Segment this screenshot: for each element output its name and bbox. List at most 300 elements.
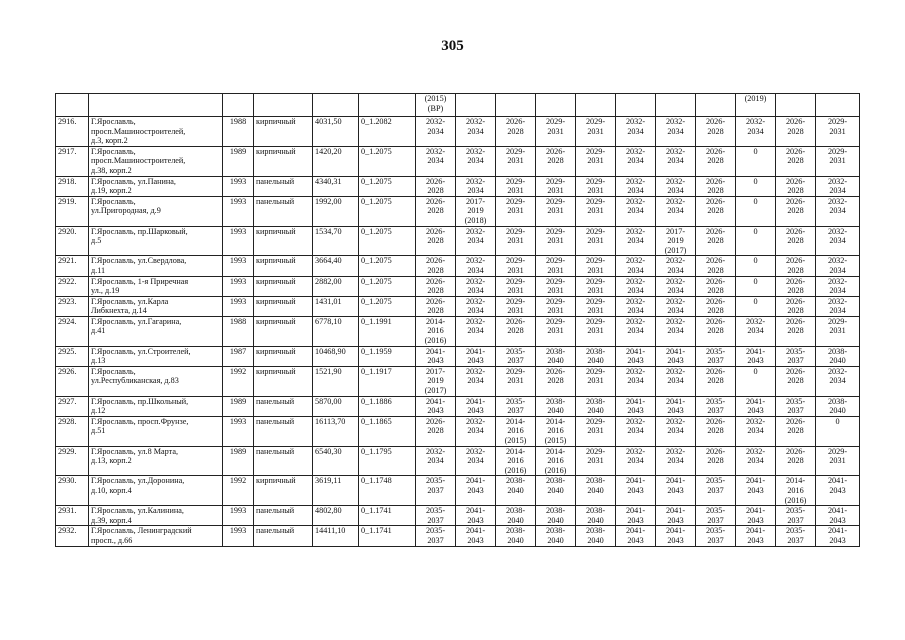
wall-material-cell-text: кирпичный: [256, 117, 296, 126]
period-cell: [616, 276, 656, 296]
period-cell-text: 2026- 2028: [425, 196, 446, 216]
period-cell: [576, 346, 616, 366]
period-cell-text: 2038- 2040: [505, 476, 526, 495]
table-row: [56, 276, 860, 296]
address-cell: [89, 416, 223, 446]
period-cell: [416, 296, 456, 316]
period-cell: [776, 396, 816, 416]
period-cell: [696, 226, 736, 256]
address-cell-text: Г.Ярославль, просп.Машиностроителей, д.38, корп.2: [91, 146, 186, 175]
period-cell-text: 2035- 2037: [425, 476, 446, 495]
period-cell-text: 2041- 2043: [625, 506, 646, 525]
row-number-text: 2916 .: [58, 117, 76, 126]
period-cell-text: 2035- 2037: [705, 396, 726, 416]
period-cell: [416, 366, 456, 396]
period-cell: [536, 226, 576, 256]
code-cell: [359, 146, 416, 176]
period-cell-text: 2029- 2031: [545, 256, 566, 275]
year-cell-text: 1993: [229, 196, 247, 206]
period-cell: [776, 196, 816, 226]
period-cell: [776, 506, 816, 526]
wall-material-cell: [254, 226, 313, 256]
period-cell-text: 2041- 2043: [827, 526, 848, 545]
period-cell-text: 2029- 2031: [827, 117, 848, 136]
period-cell-text: 2032- 2034: [465, 366, 486, 386]
address-cell-text: Г.Ярославль, 1-я Приречная ул., д.19: [91, 276, 189, 296]
code-cell-text: 0_1.1795: [361, 446, 392, 456]
period-cell: [736, 396, 776, 416]
period-cell: [536, 396, 576, 416]
period-cell-text: 2038- 2040: [545, 526, 566, 545]
period-cell: [496, 316, 536, 346]
period-cell-text: 2041- 2043: [665, 526, 686, 545]
period-cell: [536, 176, 576, 196]
period-cell: [816, 117, 860, 147]
table-row: [56, 396, 860, 416]
year-cell: [223, 117, 254, 147]
period-cell-text: 2035- 2037: [705, 526, 726, 545]
period-cell-text: 2035- 2037: [785, 346, 806, 366]
period-cell: [696, 256, 736, 276]
period-cell: [696, 526, 736, 546]
year-cell: [223, 226, 254, 256]
period-cell-text: 2041- 2043: [625, 346, 646, 366]
period-cell: [656, 196, 696, 226]
period-cell-text: 2032- 2034: [625, 446, 646, 466]
address-cell-text: Г.Ярославль, ул.Республиканская, д.83: [91, 366, 179, 386]
area-cell: [313, 506, 359, 526]
period-cell-text: 0: [835, 416, 840, 426]
period-cell: [456, 476, 496, 506]
period-cell: [496, 117, 536, 147]
period-cell: [496, 256, 536, 276]
table-row: [56, 226, 860, 256]
table-row: [56, 256, 860, 276]
period-cell-text: 2041- 2043: [745, 476, 766, 495]
area-cell-text: 1534,70: [315, 226, 342, 236]
period-cell-text: 0: [753, 146, 758, 156]
period-cell: [656, 526, 696, 546]
period-cell: [656, 176, 696, 196]
period-cell: [616, 117, 656, 147]
header-cell: [254, 94, 313, 117]
period-cell: [576, 446, 616, 476]
header-cell: [776, 94, 816, 117]
code-cell-text: 0_1.2075: [361, 196, 392, 206]
address-cell: [89, 296, 223, 316]
period-cell: [816, 366, 860, 396]
year-cell-text: 1989: [229, 446, 247, 456]
code-cell: [359, 526, 416, 546]
period-cell-text: 2032- 2034: [665, 366, 686, 386]
period-cell: [776, 476, 816, 506]
header-continuation-row: [56, 94, 860, 117]
address-cell: [89, 346, 223, 366]
period-cell: [656, 256, 696, 276]
period-cell: [656, 346, 696, 366]
address-cell-text: Г.Ярославль, просп.Машиностроителей, д.3, корп.2: [91, 117, 186, 146]
table-row: [56, 296, 860, 316]
period-cell-text: 2029- 2031: [545, 117, 566, 136]
period-cell: [456, 366, 496, 396]
page-number: 305: [441, 38, 464, 54]
period-cell-text: 2029- 2031: [545, 296, 566, 316]
row-number-text: 2918 .: [58, 177, 76, 186]
period-cell: [536, 416, 576, 446]
row-number: [56, 176, 89, 196]
period-cell: [656, 446, 696, 476]
area-cell: [313, 226, 359, 256]
year-cell-text: 1993: [229, 416, 247, 426]
period-cell-text: 2029- 2031: [505, 176, 526, 196]
period-cell-text: 2029- 2031: [827, 146, 848, 166]
period-cell: [656, 226, 696, 256]
header-cell: [736, 94, 776, 117]
year-cell-text: 1988: [229, 316, 247, 326]
period-cell-text: 2029- 2031: [505, 196, 526, 216]
period-cell-text: 2014- 2016 (2016): [784, 476, 807, 505]
period-cell-text: 2032- 2034: [625, 366, 646, 386]
period-cell-text: 2035- 2037: [425, 526, 446, 545]
area-cell-text: 1431,01: [315, 296, 342, 306]
period-cell-text: 2041- 2043: [827, 476, 848, 495]
header-cell: [416, 94, 456, 117]
year-cell: [223, 256, 254, 276]
year-cell-text: 1987: [229, 346, 247, 356]
wall-material-cell: [254, 276, 313, 296]
year-cell: [223, 346, 254, 366]
period-cell: [496, 176, 536, 196]
year-cell-text: 1993: [229, 256, 247, 266]
period-cell-text: 2035- 2037: [705, 346, 726, 366]
address-cell: [89, 256, 223, 276]
year-cell-text: 1993: [229, 176, 247, 186]
wall-material-cell: [254, 316, 313, 346]
period-cell-text: 0: [753, 226, 758, 236]
area-cell: [313, 176, 359, 196]
header-cell-text: (2015) (ВР): [424, 94, 447, 113]
area-cell-text: 4031,50: [315, 117, 342, 126]
area-cell-text: 4802,80: [315, 506, 342, 516]
wall-material-cell-text: панельный: [256, 176, 295, 186]
table-row: [56, 196, 860, 226]
period-cell: [576, 506, 616, 526]
header-cell: [359, 94, 416, 117]
period-cell: [656, 366, 696, 396]
address-cell: [89, 276, 223, 296]
period-cell-text: 2026- 2028: [425, 416, 446, 436]
row-number: [56, 256, 89, 276]
period-cell-text: 2032- 2034: [665, 176, 686, 196]
period-cell-text: 2029- 2031: [585, 276, 606, 296]
wall-material-cell: [254, 146, 313, 176]
period-cell-text: 2032- 2034: [827, 226, 848, 246]
period-cell-text: 2026- 2028: [425, 176, 446, 196]
period-cell-text: 2041- 2043: [665, 346, 686, 366]
period-cell-text: 2038- 2040: [545, 476, 566, 495]
table-row: [56, 146, 860, 176]
period-cell-text: 2026- 2028: [785, 196, 806, 216]
period-cell-text: 2026- 2028: [545, 366, 566, 386]
period-cell-text: 2035- 2037: [785, 526, 806, 545]
period-cell: [456, 226, 496, 256]
period-cell: [816, 146, 860, 176]
wall-material-cell-text: кирпичный: [256, 256, 296, 266]
period-cell-text: 2038- 2040: [585, 396, 606, 416]
period-cell-text: 2041- 2043: [745, 506, 766, 525]
wall-material-cell: [254, 396, 313, 416]
header-cell: [496, 94, 536, 117]
row-number: [56, 446, 89, 476]
period-cell-text: 2026- 2028: [785, 316, 806, 336]
code-cell-text: 0_1.1886: [361, 396, 392, 406]
area-cell: [313, 196, 359, 226]
period-cell-text: 2032- 2034: [625, 117, 646, 136]
period-cell: [416, 476, 456, 506]
period-cell: [416, 256, 456, 276]
year-cell: [223, 366, 254, 396]
wall-material-cell: [254, 476, 313, 506]
row-number-text: 2929 .: [58, 447, 76, 456]
row-number: [56, 226, 89, 256]
address-cell: [89, 196, 223, 226]
period-cell: [576, 416, 616, 446]
period-cell: [816, 196, 860, 226]
period-cell-text: 2032- 2034: [625, 256, 646, 275]
period-cell: [456, 316, 496, 346]
wall-material-cell-text: кирпичный: [256, 316, 296, 326]
period-cell: [616, 296, 656, 316]
year-cell: [223, 276, 254, 296]
period-cell-text: 2038- 2040: [585, 476, 606, 495]
period-cell-text: 2041- 2043: [665, 506, 686, 525]
period-cell-text: 2035- 2037: [785, 506, 806, 525]
period-cell: [696, 346, 736, 366]
wall-material-cell: [254, 446, 313, 476]
period-cell: [696, 396, 736, 416]
period-cell: [616, 146, 656, 176]
period-cell-text: 2038- 2040: [585, 346, 606, 366]
table-row: [56, 446, 860, 476]
period-cell: [696, 316, 736, 346]
period-cell-text: 2026- 2028: [705, 176, 726, 196]
address-cell-text: Г.Ярославль, ул.Доронина, д.10, корп.4: [91, 476, 185, 495]
period-cell: [576, 117, 616, 147]
period-cell: [456, 396, 496, 416]
period-cell: [616, 316, 656, 346]
code-cell: [359, 366, 416, 396]
period-cell-text: 2026- 2028: [785, 416, 806, 436]
period-cell: [736, 476, 776, 506]
table-row: [56, 346, 860, 366]
period-cell-text: 2041- 2043: [745, 346, 766, 366]
period-cell-text: 2029- 2031: [545, 276, 566, 296]
period-cell-text: 2029- 2031: [585, 117, 606, 136]
wall-material-cell-text: панельный: [256, 506, 295, 516]
period-cell: [736, 176, 776, 196]
period-cell-text: 2032- 2034: [465, 446, 486, 466]
period-cell-text: 0: [753, 296, 758, 306]
code-cell: [359, 396, 416, 416]
period-cell-text: 2029- 2031: [585, 256, 606, 275]
period-cell-text: 2017- 2019 (2017): [664, 226, 687, 255]
period-cell: [496, 366, 536, 396]
row-number: [56, 146, 89, 176]
period-cell: [496, 396, 536, 416]
period-cell-text: 2029- 2031: [585, 146, 606, 166]
period-cell: [456, 526, 496, 546]
period-cell: [616, 256, 656, 276]
code-cell-text: 0_1.2075: [361, 226, 392, 236]
row-number-text: 2928 .: [58, 417, 76, 426]
period-cell: [776, 366, 816, 396]
area-cell: [313, 316, 359, 346]
row-number-text: 2920 .: [58, 227, 76, 236]
period-cell: [816, 396, 860, 416]
row-number-text: 2923 .: [58, 297, 76, 306]
period-cell-text: 2041- 2043: [465, 506, 486, 525]
period-cell-text: 2032- 2034: [425, 446, 446, 466]
row-number-text: 2930 .: [58, 476, 76, 485]
header-cell: [536, 94, 576, 117]
address-cell-text: Г.Ярославль, ул.Свердлова, д.11: [91, 256, 187, 275]
area-cell-text: 2882,00: [315, 276, 342, 286]
year-cell-text: 1992: [229, 476, 247, 486]
code-cell-text: 0_1.2075: [361, 296, 392, 306]
period-cell: [736, 346, 776, 366]
period-cell: [656, 476, 696, 506]
address-cell: [89, 316, 223, 346]
period-cell: [536, 316, 576, 346]
period-cell-text: 2029- 2031: [505, 226, 526, 246]
year-cell: [223, 416, 254, 446]
period-cell-text: 2032- 2034: [625, 146, 646, 166]
period-cell: [656, 396, 696, 416]
period-cell: [416, 276, 456, 296]
area-cell: [313, 526, 359, 546]
period-cell: [816, 276, 860, 296]
period-cell: [576, 226, 616, 256]
wall-material-cell-text: панельный: [256, 446, 295, 456]
area-cell-text: 3664,40: [315, 256, 342, 266]
code-cell: [359, 346, 416, 366]
period-cell-text: 2032- 2034: [745, 446, 766, 466]
period-cell-text: 2032- 2034: [465, 226, 486, 246]
period-cell: [496, 196, 536, 226]
period-cell: [496, 476, 536, 506]
row-number-text: 2917 .: [58, 147, 76, 156]
period-cell: [456, 276, 496, 296]
area-cell: [313, 117, 359, 147]
period-cell: [656, 416, 696, 446]
period-cell-text: 2014- 2016 (2015): [504, 416, 527, 445]
row-number: [56, 276, 89, 296]
table-row: [56, 366, 860, 396]
address-cell: [89, 226, 223, 256]
period-cell: [776, 226, 816, 256]
period-cell-text: 0: [753, 366, 758, 376]
period-cell-text: 2041- 2043: [625, 526, 646, 545]
period-cell: [776, 446, 816, 476]
row-number-text: 2932 .: [58, 526, 76, 535]
row-number: [56, 316, 89, 346]
period-cell: [576, 316, 616, 346]
period-cell-text: 2026- 2028: [785, 276, 806, 296]
period-cell-text: 2032- 2034: [745, 117, 766, 136]
period-cell-text: 2041- 2043: [465, 396, 486, 416]
year-cell: [223, 396, 254, 416]
address-cell: [89, 506, 223, 526]
row-number-text: 2925 .: [58, 347, 76, 356]
period-cell-text: 2029- 2031: [505, 296, 526, 316]
period-cell: [696, 416, 736, 446]
period-cell-text: 2038- 2040: [505, 526, 526, 545]
year-cell: [223, 526, 254, 546]
code-cell: [359, 176, 416, 196]
period-cell: [496, 226, 536, 256]
period-cell: [416, 396, 456, 416]
period-cell: [816, 296, 860, 316]
period-cell-text: 2029- 2031: [505, 256, 526, 275]
area-cell-text: 16113,70: [315, 416, 346, 426]
period-cell-text: 2026- 2028: [705, 256, 726, 275]
year-cell-text: 1988: [229, 117, 247, 126]
header-cell: [816, 94, 860, 117]
period-cell: [696, 117, 736, 147]
code-cell-text: 0_1.2075: [361, 176, 392, 186]
period-cell-text: 2032- 2034: [425, 146, 446, 166]
period-cell-text: 2032- 2034: [665, 446, 686, 466]
period-cell-text: 2029- 2031: [585, 176, 606, 196]
period-cell: [656, 506, 696, 526]
period-cell-text: 2029- 2031: [545, 176, 566, 196]
period-cell: [456, 296, 496, 316]
code-cell: [359, 416, 416, 446]
period-cell-text: 2032- 2034: [625, 296, 646, 316]
period-cell-text: 2026- 2028: [785, 117, 806, 136]
code-cell: [359, 476, 416, 506]
header-cell: [56, 94, 89, 117]
period-cell-text: 2038- 2040: [545, 396, 566, 416]
period-cell-text: 2026- 2028: [705, 146, 726, 166]
period-cell-text: 2038- 2040: [545, 506, 566, 525]
period-cell: [416, 146, 456, 176]
row-number-text: 2919 .: [58, 197, 76, 206]
code-cell: [359, 276, 416, 296]
period-cell-text: 2026- 2028: [425, 256, 446, 275]
period-cell-text: 2038- 2040: [585, 526, 606, 545]
period-cell-text: 2041- 2043: [745, 526, 766, 545]
address-cell: [89, 117, 223, 147]
period-cell: [776, 346, 816, 366]
table-row: [56, 316, 860, 346]
period-cell: [776, 146, 816, 176]
area-cell: [313, 296, 359, 316]
wall-material-cell-text: панельный: [256, 416, 295, 426]
year-cell-text: 1989: [229, 396, 247, 406]
code-cell-text: 0_1.1748: [361, 476, 392, 486]
period-cell: [776, 316, 816, 346]
period-cell: [576, 476, 616, 506]
period-cell-text: 0: [753, 276, 758, 286]
code-cell: [359, 196, 416, 226]
period-cell: [736, 366, 776, 396]
period-cell: [736, 296, 776, 316]
period-cell: [736, 446, 776, 476]
period-cell-text: 2032- 2034: [465, 296, 486, 316]
period-cell: [416, 196, 456, 226]
address-cell-text: Г.Ярославль, просп.Фрунзе, д.51: [91, 416, 189, 436]
